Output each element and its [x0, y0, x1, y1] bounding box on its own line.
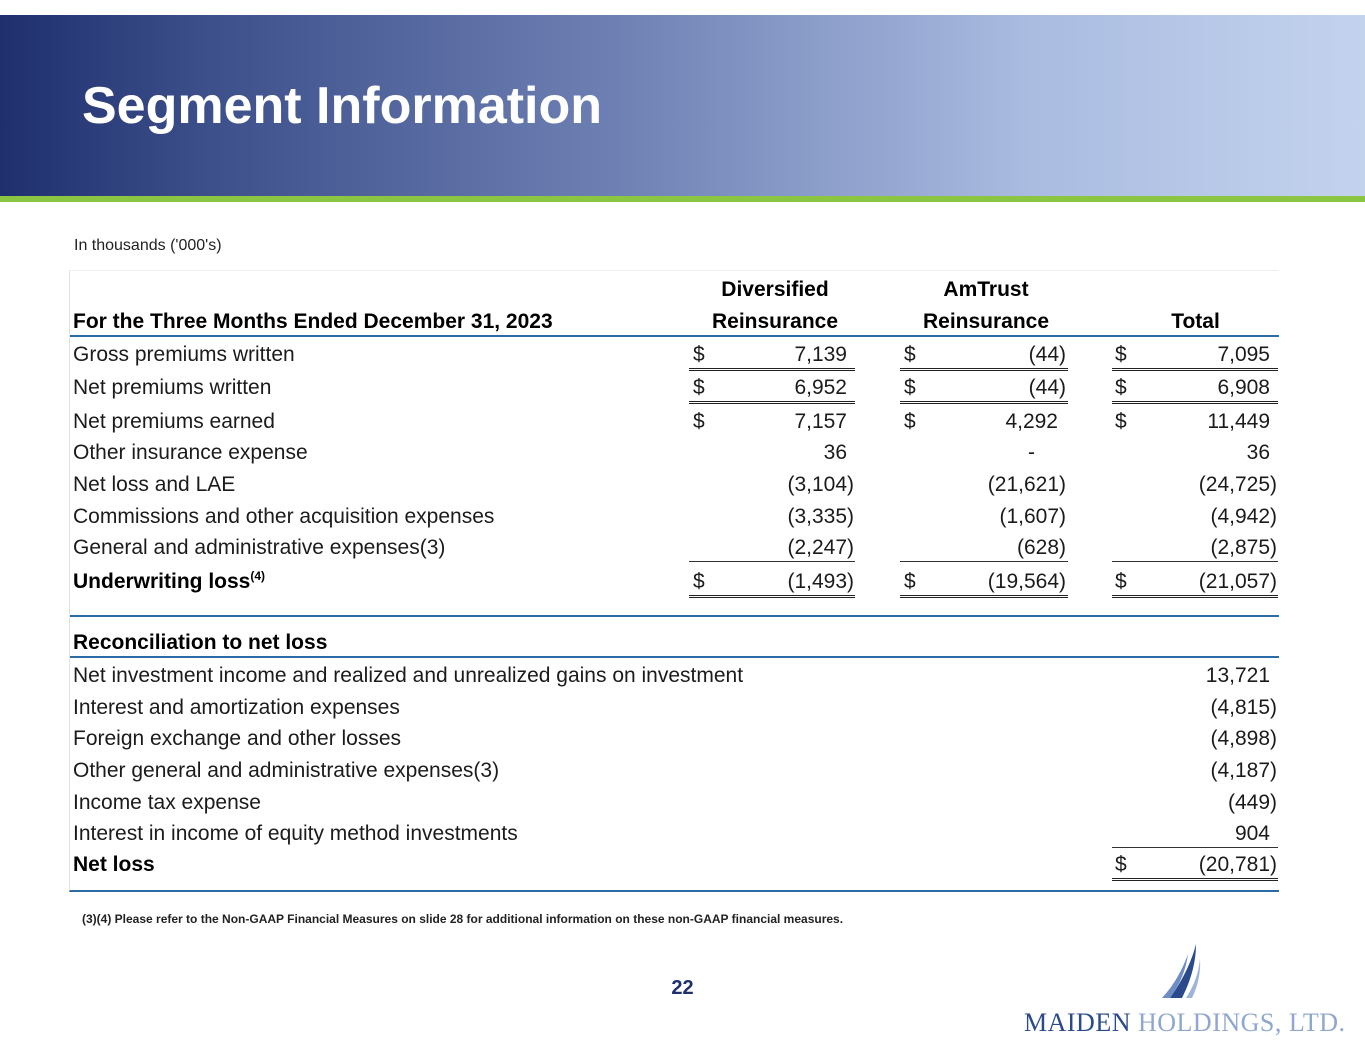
value-total: 7,095 [1217, 343, 1270, 366]
currency-symbol: $ [693, 376, 705, 399]
double-rule [900, 595, 1068, 598]
value-amtrust: (44) [1028, 343, 1066, 366]
value-amtrust: (628) [1016, 536, 1066, 559]
value-amtrust: (1,607) [999, 505, 1066, 528]
currency-symbol: $ [693, 410, 705, 433]
value-diversified: 7,139 [794, 343, 847, 366]
value-total: (20,781) [1198, 853, 1277, 876]
value-amtrust: 4,292 [1005, 410, 1058, 433]
column-header-total: Total [1171, 310, 1220, 333]
currency-symbol: $ [1115, 853, 1127, 876]
double-rule [1112, 878, 1278, 881]
row-label-foreign-exchange: Foreign exchange and other losses [73, 727, 402, 750]
page-number: 22 [671, 977, 694, 999]
row-label-net-premiums-written: Net premiums written [73, 376, 272, 399]
value-total: (4,815) [1210, 696, 1277, 719]
subtotal-rule [900, 561, 1068, 562]
row-label-underwriting-loss: Underwriting loss$^{(4)}$ [73, 569, 266, 593]
row-label-commissions: Commissions and other acquisition expenses [73, 505, 495, 528]
value-total: 6,908 [1217, 376, 1270, 399]
double-rule [900, 368, 1068, 371]
footnote: (3)(4) Please refer to the Non-GAAP Financial Measures on slide 28 for additional information on these non-GAAP financial measures. [82, 912, 844, 926]
double-rule [900, 401, 1068, 404]
footnote-marker: (4) [250, 569, 266, 583]
row-label-net-premiums-earned: Net premiums earned [73, 410, 275, 433]
value-diversified: 6,952 [794, 376, 847, 399]
value-total: 13,721 [1205, 664, 1270, 687]
reconciliation-rule [70, 656, 1279, 658]
double-rule [1112, 401, 1278, 404]
double-rule [1112, 368, 1278, 371]
row-label-net-loss: Net loss [73, 853, 155, 876]
row-label-net-investment-income: Net investment income and realized and unrealized gains on investment [73, 664, 744, 687]
value-diversified: 36 [823, 441, 847, 464]
double-rule [689, 401, 855, 404]
subtotal-rule [689, 561, 855, 562]
segment-table [69, 270, 1279, 892]
row-label-gross-premiums-written: Gross premiums written [73, 343, 295, 366]
column-header-diversified-line1: Diversified [721, 278, 829, 301]
company-logo: MAIDEN HOLDINGS, LTD. [1024, 1008, 1346, 1037]
value-diversified: (3,104) [787, 473, 854, 496]
value-amtrust: (21,621) [987, 473, 1066, 496]
currency-symbol: $ [1115, 410, 1127, 433]
value-total: (449) [1227, 791, 1277, 814]
subtotal-rule [1112, 561, 1278, 562]
value-amtrust: (44) [1028, 376, 1066, 399]
currency-symbol: $ [1115, 570, 1127, 593]
currency-symbol: $ [1115, 376, 1127, 399]
period-label: For the Three Months Ended December 31, 2023 [73, 310, 553, 333]
row-label-other-insurance-expense: Other insurance expense [73, 441, 308, 464]
value-total: (2,875) [1210, 536, 1277, 559]
sail-logo-icon [1152, 942, 1212, 1002]
row-label-equity-method-investments: Interest in income of equity method investments [73, 822, 518, 845]
value-total: (4,187) [1210, 759, 1277, 782]
reconciliation-title: Reconciliation to net loss [73, 631, 328, 654]
column-header-amtrust-line2: Reinsurance [922, 310, 1050, 333]
page-title: Segment Information [82, 77, 603, 135]
currency-symbol: $ [693, 570, 705, 593]
value-diversified: (3,335) [787, 505, 854, 528]
row-label-income-tax-expense: Income tax expense [73, 791, 261, 814]
value-total: 904 [1234, 822, 1270, 845]
value-total: (4,898) [1210, 727, 1277, 750]
value-diversified: (2,247) [787, 536, 854, 559]
value-diversified: (1,493) [787, 570, 854, 593]
row-label-net-loss-and-lae: Net loss and LAE [73, 473, 236, 496]
value-diversified: 7,157 [794, 410, 847, 433]
value-total: 11,449 [1207, 410, 1270, 433]
row-label-general-and-administrative: General and administrative expenses(3) [73, 536, 446, 559]
units-note: In thousands ('000's) [74, 237, 222, 254]
value-amtrust: - [1028, 441, 1035, 464]
section-rule [70, 615, 1279, 617]
currency-symbol: $ [904, 376, 916, 399]
currency-symbol: $ [904, 570, 916, 593]
row-label-other-general-administrative: Other general and administrative expenses(3) [73, 759, 500, 782]
value-total: (21,057) [1198, 570, 1277, 593]
column-header-diversified-line2: Reinsurance [711, 310, 839, 333]
value-total: 36 [1246, 441, 1270, 464]
currency-symbol: $ [904, 343, 916, 366]
currency-symbol: $ [1115, 343, 1127, 366]
header-rule [70, 335, 1279, 337]
double-rule [1112, 595, 1278, 598]
column-header-amtrust-line1: AmTrust [943, 278, 1029, 301]
currency-symbol: $ [904, 410, 916, 433]
value-amtrust: (19,564) [987, 570, 1066, 593]
row-label-interest-and-amortization: Interest and amortization expenses [73, 696, 400, 719]
currency-symbol: $ [693, 343, 705, 366]
value-total: (24,725) [1198, 473, 1277, 496]
value-total: (4,942) [1210, 505, 1277, 528]
double-rule [689, 595, 855, 598]
subtotal-rule [1112, 847, 1278, 848]
double-rule [689, 368, 855, 371]
banner-accent-line [0, 196, 1365, 202]
